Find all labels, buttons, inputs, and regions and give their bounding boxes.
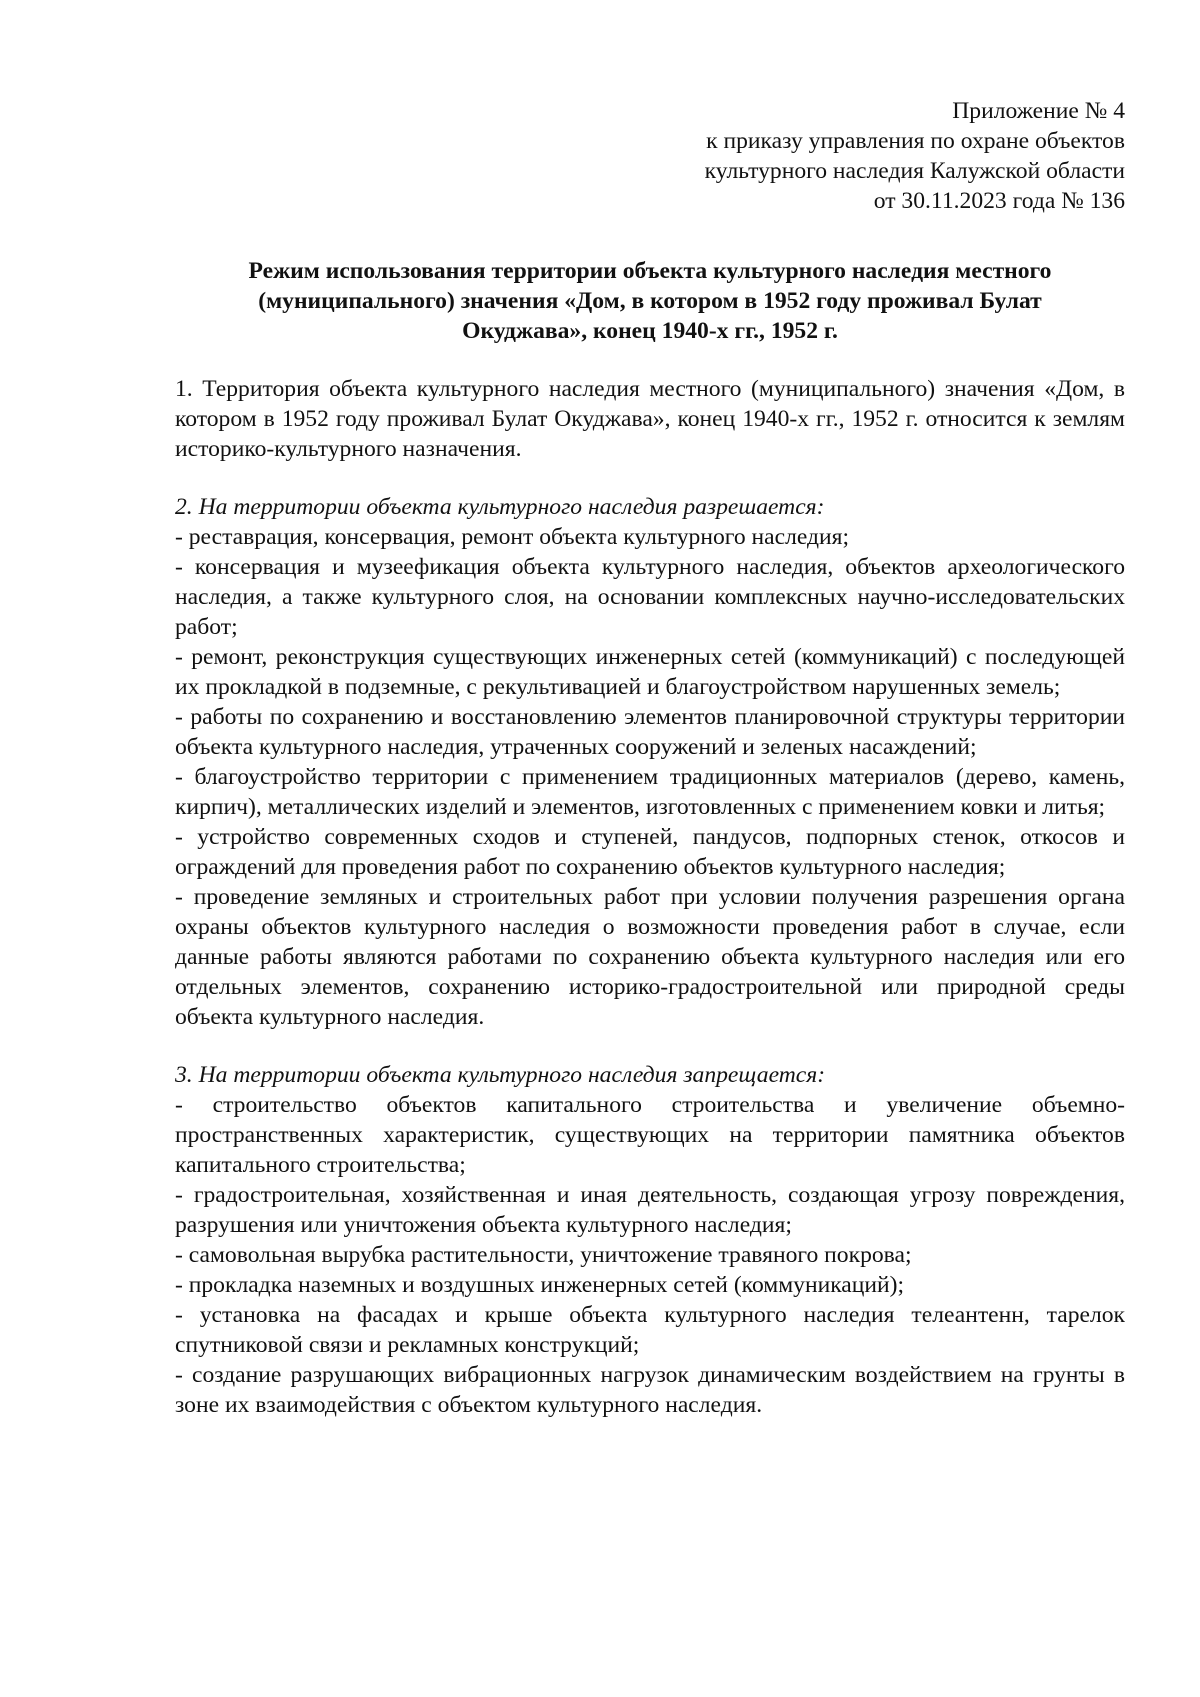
prohibited-item: - градостроительная, хозяйственная и иная деятельность, создающая угрозу повреждения, разрушения или уничтожения объекта культурного наследия; xyxy=(175,1182,1125,1238)
section-3-heading: 3. На территории объекта культурного наследия запрещается: xyxy=(175,1062,826,1088)
allowed-item: - устройство современных сходов и ступеней, пандусов, подпорных стенок, откосов и ограждений для проведения работ по сохранению объектов культурного наследия; xyxy=(175,824,1125,880)
appendix-date: от 30.11.2023 года № 136 xyxy=(873,188,1125,214)
allowed-item: - работы по сохранению и восстановлению элементов планировочной структуры территории объекта культурного наследия, утраченных сооружений и зеленых насаждений; xyxy=(175,704,1125,760)
prohibited-item: - создание разрушающих вибрационных нагрузок динамическим воздействием на грунты в зоне их взаимодействия с объектом культурного наследия. xyxy=(175,1362,1125,1418)
allowed-item: - консервация и музеефикация объекта культурного наследия, объектов археологического наследия, а также культурного слоя, на основании комплексных научно-исследовательских работ; xyxy=(175,554,1125,640)
section-2-allowed xyxy=(175,492,1125,1032)
prohibited-item: - установка на фасадах и крыше объекта культурного наследия телеантенн, тарелок спутниковой связи и рекламных конструкций; xyxy=(175,1302,1125,1358)
prohibited-item: - прокладка наземных и воздушных инженерных сетей (коммуникаций); xyxy=(175,1272,905,1298)
allowed-item: - проведение земляных и строительных работ при условии получения разрешения органа охраны объектов культурного наследия о возможности проведения работ в случае, если данные работы являются работами по сохранению объекта культурного наследия или его отдельных элементов, сохранению историко-градостроительной или природной среды объекта культурного наследия. xyxy=(175,884,1125,1030)
allowed-item: - благоустройство территории с применением традиционных материалов (дерево, камень, кирпич), металлических изделий и элементов, изготовленных с применением ковки и литья; xyxy=(175,764,1125,820)
appendix-order-ref: к приказу управления по охране объектов xyxy=(706,128,1125,154)
section-1 xyxy=(175,374,1125,464)
allowed-item: - ремонт, реконструкция существующих инженерных сетей (коммуникаций) с последующей их прокладкой в подземные, с рекультивацией и благоустройством нарушенных земель; xyxy=(175,644,1125,700)
section-3-prohibited xyxy=(175,1060,1125,1420)
appendix-header xyxy=(175,96,1125,216)
section-2-heading: 2. На территории объекта культурного наследия разрешается: xyxy=(175,494,825,520)
appendix-number: Приложение № 4 xyxy=(952,98,1125,124)
document-title: Режим использования территории объекта культурного наследия местного (муниципального) значения «Дом, в котором в 1952 году проживал Булат Окуджава», конец 1940-х гг., 1952 г. xyxy=(248,258,1052,344)
section-1-text: 1. Территория объекта культурного наследия местного (муниципального) значения «Дом, в котором в 1952 году проживал Булат Окуджава», конец 1940-х гг., 1952 г. относится к землям историко-культурного назначения. xyxy=(175,376,1125,462)
appendix-authority: культурного наследия Калужской области xyxy=(704,158,1125,184)
prohibited-item: - строительство объектов капитального строительства и увеличение объемно-пространственных характеристик, существующих на территории памятника объектов капитального строительства; xyxy=(175,1092,1125,1178)
prohibited-item: - самовольная вырубка растительности, уничтожение травяного покрова; xyxy=(175,1242,912,1268)
allowed-item: - реставрация, консервация, ремонт объекта культурного наследия; xyxy=(175,524,850,550)
document-page xyxy=(175,96,1125,1420)
